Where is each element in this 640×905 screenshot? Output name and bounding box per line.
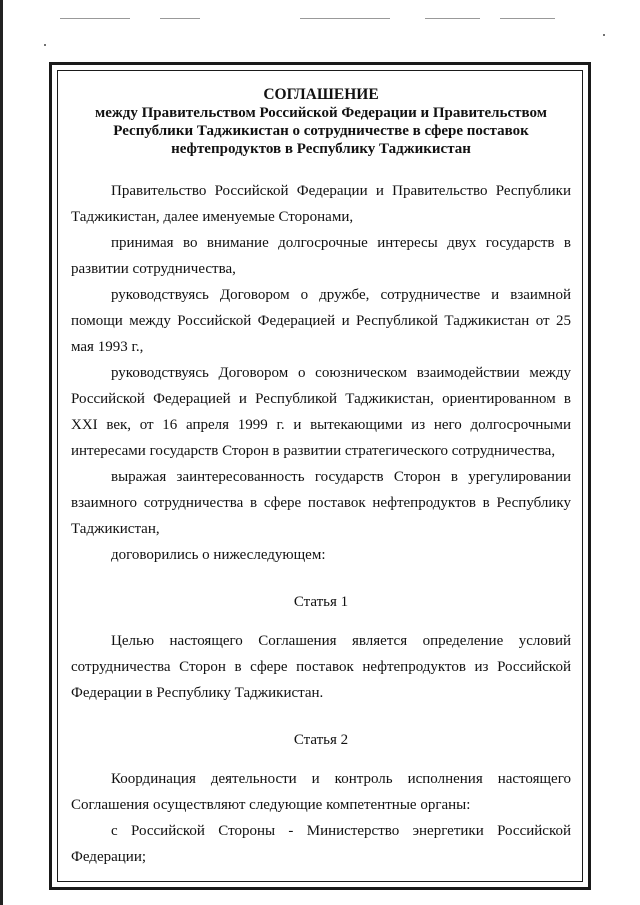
- scan-artifact-line: [500, 18, 555, 19]
- document-subtitle-line: между Правительством Российской Федерации и Правительством: [95, 105, 547, 121]
- scan-speck: [44, 44, 46, 46]
- scan-artifact-line: [300, 18, 390, 19]
- document-subtitle-line: нефтепродуктов в Республику Таджикистан: [171, 141, 471, 157]
- document-body: [71, 86, 571, 870]
- article-paragraph: Целью настоящего Соглашения является определение условий сотрудничества Сторон в сфере поставок нефтепродуктов из Российской Федерации в Республику Таджикистан.: [71, 633, 571, 701]
- preamble-paragraph: договорились о нижеследующем:: [111, 547, 326, 563]
- scan-speck: [603, 34, 605, 36]
- article-heading: Статья 2: [293, 732, 349, 748]
- scan-edge-shadow: [0, 0, 3, 905]
- article-paragraph: Координация деятельности и контроль исполнения настоящего Соглашения осуществляют следующие компетентные органы:: [71, 771, 571, 813]
- scan-artifact-line: [425, 18, 480, 19]
- preamble-paragraph: выражая заинтересованность государств Сторон в урегулировании взаимного сотрудничества в сфере поставок нефтепродуктов в Республику Таджикистан,: [71, 469, 571, 537]
- preamble-paragraph: Правительство Российской Федерации и Правительство Республики Таджикистан, далее именуемые Сторонами,: [71, 183, 571, 225]
- article-paragraph: с Российской Стороны - Министерство энергетики Российской Федерации;: [71, 823, 571, 865]
- preamble-paragraph: руководствуясь Договором о союзническом взаимодействии между Российской Федерацией и Республикой Таджикистан, ориентированном в XXI век, от 16 апреля 1999 г. и вытекающими из него долгосрочными интересами государств Сторон в развитии стратегического сотрудничества,: [71, 365, 571, 459]
- document-title: СОГЛАШЕНИЕ: [263, 86, 379, 103]
- preamble-paragraph: принимая во внимание долгосрочные интересы двух государств в развитии сотрудничества,: [71, 235, 571, 277]
- article-heading: Статья 1: [293, 594, 349, 610]
- document-subtitle-line: Республики Таджикистан о сотрудничестве в сфере поставок: [113, 123, 529, 139]
- preamble-paragraph: руководствуясь Договором о дружбе, сотрудничестве и взаимной помощи между Российской Федерацией и Республикой Таджикистан от 25 мая 1993 г.,: [71, 287, 571, 355]
- scan-artifact-line: [60, 18, 130, 19]
- scan-artifact-line: [160, 18, 200, 19]
